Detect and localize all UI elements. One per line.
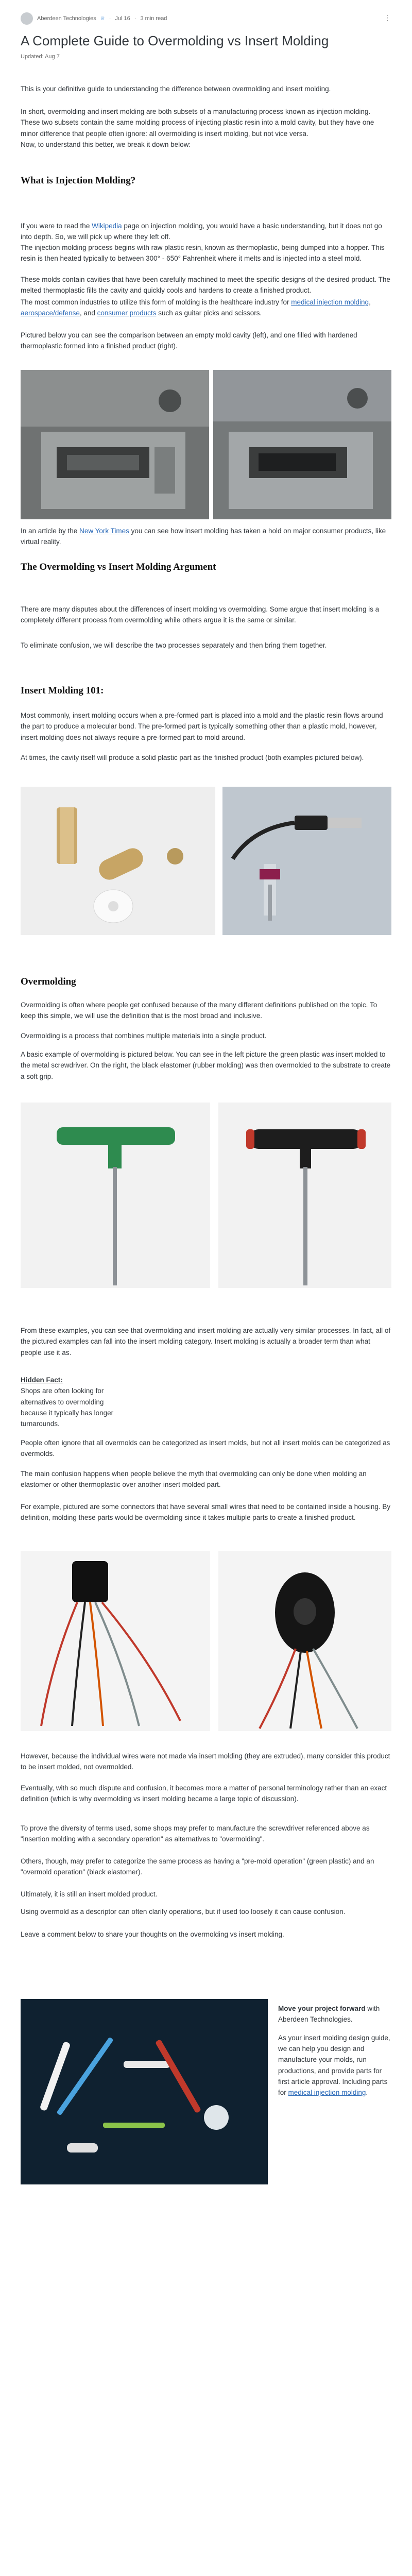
read-time: 3 min read: [140, 15, 167, 22]
hidden-fact-body: Shops are often looking for alternatives to overmolding because it typically has longer turnarounds.: [21, 1387, 114, 1428]
post-meta: [21, 12, 167, 25]
paragraph: There are many disputes about the differences of insert molding vs overmolding. Some argue that insert molding is a completely different process from overmolding while others argue it is the same or similar.: [21, 605, 380, 624]
paragraph: Pictured below you can see the comparison between an empty mold cavity (left), and one filled with hardened thermoplastic formed into a finished product (right).: [21, 331, 357, 350]
paragraph: Eventually, with so much dispute and confusion, it becomes more a matter of personal terminology rather than an exact definition (which is why overmolding vs insert molding became a large topic of discussion).: [21, 1784, 387, 1803]
wikipedia-link[interactable]: Wikipedia: [92, 222, 122, 230]
text: with Aberdeen Technologies.: [278, 2005, 380, 2024]
text: In an article by the: [21, 527, 80, 535]
paragraph: From these examples, you can see that overmolding and insert molding are actually very similar processes. In fact, all of the pictured examples can fall into the insert molding category. Insert molding is actually a broader term than what people use it as.: [21, 1327, 391, 1357]
medical-injection-molding-link[interactable]: medical injection molding: [291, 298, 369, 306]
paragraph: Most commonly, insert molding occurs when a pre-formed part is placed into a mold and the plastic resin flows around the part to produce a molecular bond. The pre-formed part is typically something other than a plastic mold, however, insert molding does not always require a pre-formed part to mold around.: [21, 711, 383, 741]
new-york-times-link[interactable]: New York Times: [79, 527, 129, 535]
section-heading-argument: The Overmolding vs Insert Molding Argument: [21, 562, 216, 572]
text: As your insert molding design guide, we can help you design and manufacture your molds, run productions, and provide parts for first article approval. Including parts for: [278, 2033, 390, 2097]
paragraph: [21, 526, 391, 548]
intro-paragraph: In short, overmolding and insert molding are both subsets of a manufacturing process known as injection molding. These two subsets contain the same molding process of injecting plastic resin into a mold cavity, but they have one minor difference that people often ignore: all overmolding is insert molding, but not vice versa.: [21, 108, 374, 138]
post-date: Jul 16: [115, 15, 130, 22]
text: ,: [369, 298, 371, 306]
hidden-fact-callout: [21, 1375, 124, 1430]
text: page on injection molding, you would have a basic understanding, but it does not go into depth. So, we will pick up where they left off.: [21, 222, 382, 241]
admin-crown-icon: ♕: [100, 15, 105, 22]
paragraph: Others, though, may prefer to categorize the same process as having a "pre-mold operation" (green plastic) and an "overmold operation" (black elastomer).: [21, 1857, 374, 1876]
paragraph: Using overmold as a descriptor can often clarify operations, but if used too loosely it can cause confusion.: [21, 1908, 346, 1916]
promo-heading: [278, 2003, 391, 2025]
paragraph: [21, 221, 391, 243]
section-heading-overmolding: Overmolding: [21, 976, 76, 987]
filled-mold-image: [213, 370, 391, 519]
text: you can see how insert molding has taken a hold on major consumer products, like virtual reality.: [21, 527, 386, 546]
usb-cable-part-image: [222, 787, 391, 935]
paragraph: Overmolding is often where people get confused because of the many different definitions published on the topic. To keep this simple, we will use the definition that is the most broad and inclusive.: [21, 1001, 377, 1020]
author-name[interactable]: Aberdeen Technologies: [37, 15, 96, 22]
paragraph: For example, pictured are some connectors that have several small wires that need to be contained inside a housing. By definition, molding these parts would be overmolding since it takes multiple parts to create a finished product.: [21, 1503, 391, 1522]
medical-devices-promo-image: [21, 1999, 268, 2184]
text: Move your project forward: [278, 2005, 366, 2012]
black-grip-screwdriver-image: [218, 1103, 391, 1288]
more-options-icon[interactable]: ⋮: [384, 13, 391, 22]
insert-molded-parts-image: [21, 787, 215, 935]
promo-body: [278, 2032, 391, 2098]
paragraph: To eliminate confusion, we will describe the two processes separately and then bring them together.: [21, 641, 327, 649]
paragraph: These molds contain cavities that have been carefully machined to meet the specific designs of the desired product. The melted thermoplastic fills the cavity and quickly cools and hardens to create a finished product.: [21, 276, 390, 295]
text: , and: [79, 309, 97, 317]
paragraph: The main confusion happens when people believe the myth that overmolding can only be done when molding an elastomer or other thermoplastic over another insert molded part.: [21, 1470, 367, 1489]
section-heading-injection: What is Injection Molding?: [21, 175, 136, 186]
consumer-products-link[interactable]: consumer products: [97, 309, 157, 317]
post-title: A Complete Guide to Overmolding vs Insert Molding: [21, 33, 329, 48]
text: The most common industries to utilize this form of molding is the healthcare industry for: [21, 298, 291, 306]
promo-text: [278, 2003, 391, 2098]
updated-date: Updated: Aug 7: [21, 54, 60, 60]
author-avatar[interactable]: [21, 12, 33, 25]
paragraph: People often ignore that all overmolds can be categorized as insert molds, but not all insert molds can be categorized as overmolds.: [21, 1439, 390, 1458]
separator-dot: ·: [134, 15, 136, 22]
aerospace-defense-link[interactable]: aerospace/defense: [21, 309, 80, 317]
paragraph: Leave a comment below to share your thoughts on the overmolding vs insert molding.: [21, 1930, 284, 1938]
empty-mold-cavity-image: [21, 370, 209, 519]
paragraph: [21, 297, 391, 319]
paragraph: The injection molding process begins with raw plastic resin, known as thermoplastic, being dumped into a hopper. This resin is then heated typically to between 300° - 650° Fahrenheit where it melts and is injected into a steel mold.: [21, 244, 385, 263]
green-screwdriver-image: [21, 1103, 210, 1288]
text: .: [366, 2089, 368, 2097]
paragraph: To prove the diversity of terms used, some shops may prefer to manufacture the screwdriver referenced above as "insertion molding with a secondary operation" as alternatives to "overmolding".: [21, 1824, 370, 1843]
paragraph: A basic example of overmolding is pictured below. You can see in the left picture the green plastic was insert molded to the metal screwdriver. On the right, the black elastomer (rubber molding) was then overmolded to the substrate to create a soft grip.: [21, 1050, 391, 1080]
paragraph: Ultimately, it is still an insert molded product.: [21, 1890, 158, 1898]
medical-injection-molding-link[interactable]: medical injection molding: [288, 2089, 366, 2097]
hidden-fact-heading: Hidden Fact:: [21, 1376, 63, 1384]
separator-dot: ·: [109, 15, 111, 22]
paragraph: Overmolding is a process that combines multiple materials into a single product.: [21, 1032, 267, 1040]
text: such as guitar picks and scissors.: [156, 309, 262, 317]
intro-paragraph: Now, to understand this better, we break it down below:: [21, 141, 191, 148]
paragraph: At times, the cavity itself will produce a solid plastic part as the finished product (both examples pictured below).: [21, 754, 364, 761]
paragraph: However, because the individual wires were not made via insert molding (they are extruded), many consider this product to be insert molded, not overmolded.: [21, 1752, 390, 1771]
intro-paragraph: This is your definitive guide to understanding the difference between overmolding and insert molding.: [21, 85, 331, 93]
wire-connector-image: [21, 1551, 210, 1731]
overmolded-connector-image: [218, 1551, 391, 1731]
text: If you were to read the: [21, 222, 92, 230]
section-heading-insert: Insert Molding 101:: [21, 685, 104, 696]
